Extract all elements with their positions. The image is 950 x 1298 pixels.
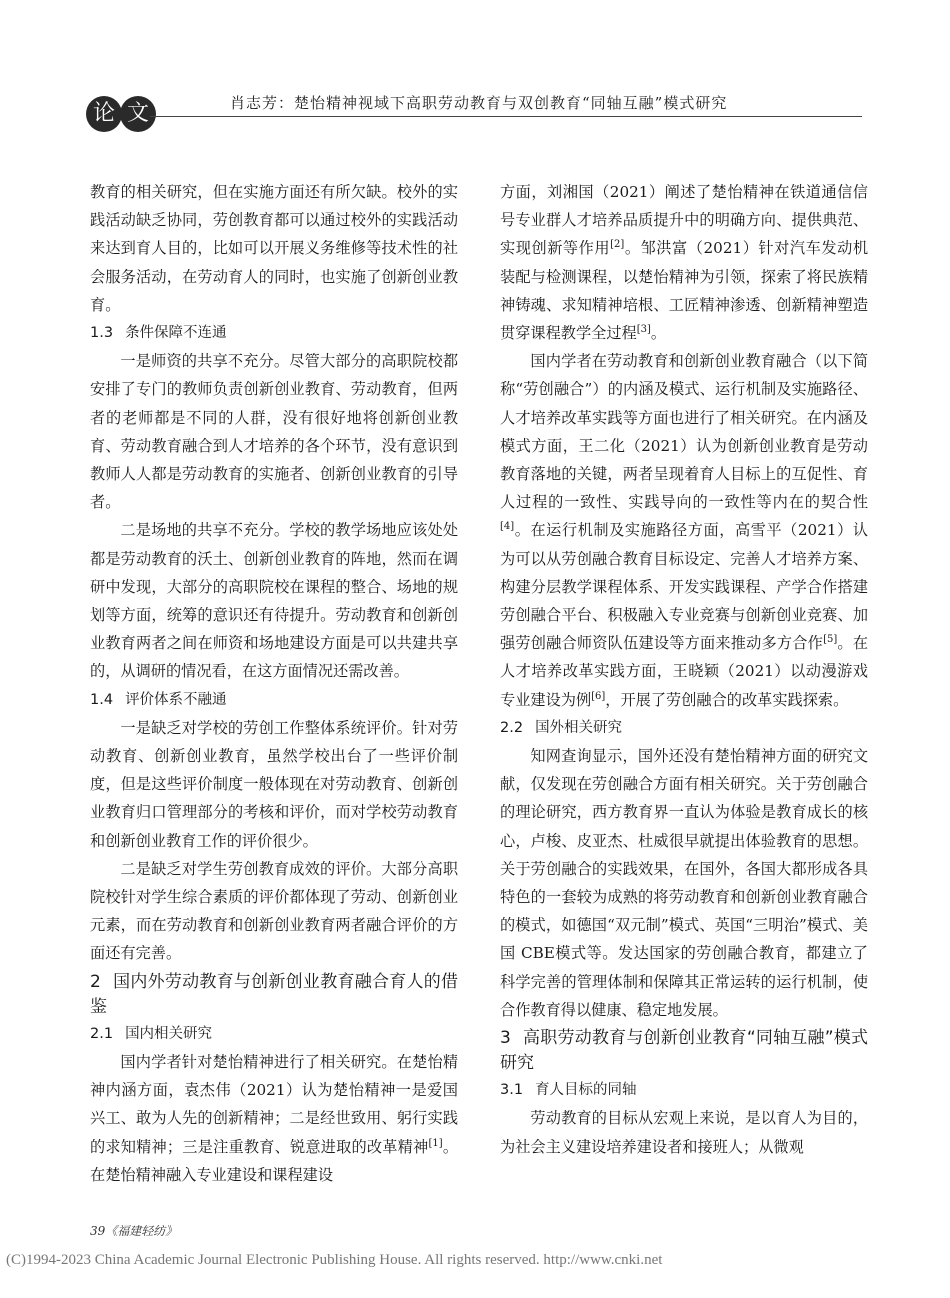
copyright-notice: (C)1994-2023 China Academic Journal Electronic Publishing House. All rights reserved. http://www.cnki.net [6, 1252, 663, 1268]
paragraph: 教育的相关研究，但在实施方面还有所欠缺。校外的实践活动缺乏协同，劳创教育都可以通过校外的实践活动来达到育人目的，比如可以开展义务维修等技术性的社会服务活动，在劳动育人的同时，也实施了创新创业教育。 [90, 183, 458, 314]
paragraph: 二是缺乏对学生劳创教育成效的评价。大部分高职院校针对学生综合素质的评价都体现了劳动、创新创业元素，而在劳动教育和创新创业教育两者融合评价的方面还有完善。 [90, 859, 458, 963]
section-heading-2 [90, 970, 458, 1020]
right-column [500, 178, 868, 1161]
section-heading-3 [500, 1026, 868, 1076]
citation-ref: [2] [610, 239, 625, 251]
paragraph [500, 347, 868, 714]
paragraph-text: 。在运行机制及实施路径方面，高雪平（2021）认为可以从劳创融合教育目标设定、完善人才培养方案、构建分层教学课程体系、开发实践课程、产学合作搭建劳创融合平台、积极融入专业竞赛与创新创业竞赛、加强劳创融合师资队伍建设等方面来推动多方合作 [500, 521, 868, 653]
section-title: 国内相关研究 [125, 1025, 213, 1042]
section-heading-1-4 [90, 686, 458, 714]
section-heading-1-3 [90, 319, 458, 347]
citation-ref: [4] [500, 521, 515, 533]
paragraph [500, 178, 868, 347]
paragraph: 劳动教育的目标从宏观上来说，是以育人为目的，为社会主义建设培养建设者和接班人；从微观 [500, 1109, 868, 1156]
section-title: 国外相关研究 [535, 719, 623, 736]
section-badge-wen: 文 [120, 96, 156, 132]
section-number: 2.2 [500, 719, 524, 736]
section-heading-3-1 [500, 1076, 868, 1104]
section-badge-lun: 论 [86, 96, 122, 132]
section-number: 1.3 [90, 325, 114, 342]
section-heading-2-2 [500, 714, 868, 742]
section-title: 条件保障不连通 [125, 325, 227, 342]
paragraph [90, 1048, 458, 1189]
section-title: 高职劳动教育与创新创业教育“同轴互融”模式研究 [500, 1028, 868, 1074]
section-number: 2 [90, 971, 101, 992]
running-title: 肖志芳：楚怡精神视域下高职劳动教育与双创教育“同轴互融”模式研究 [230, 94, 728, 112]
paragraph: 一是缺乏对学校的劳创工作整体系统评价。针对劳动教育、创新创业教育，虽然学校出台了一些评价制度，但是这些评价制度一般体现在对劳动教育、创新创业教育归口管理部分的考核和评价，而对学校劳动教育和创新创业教育工作的评价很少。 [90, 718, 458, 850]
citation-ref: [3] [636, 323, 651, 335]
paragraph-text: 方面，刘湘国（2021）阐述了楚怡精神在铁道通信信号专业群人才培养品质提升中的明确方向、提供典范、实现创新等作用 [500, 183, 868, 258]
citation-ref: [6] [591, 690, 606, 702]
paragraph-text: 。在人才培养改革实践方面，王晓颖（2021）以动漫游戏专业建设为例 [500, 634, 869, 709]
section-title: 国内外劳动教育与创新创业教育融合育人的借鉴 [90, 971, 458, 1017]
section-heading-2-1 [90, 1020, 458, 1048]
header-rule [150, 116, 862, 117]
section-number: 3.1 [500, 1082, 524, 1099]
paragraph-text: 。 [650, 324, 667, 343]
paragraph-text: 国内学者在劳动教育和创新创业教育融合（以下简称“劳创融合”）的内涵及模式、运行机制及实施路径、人才培养改革实践等方面也进行了相关研究。在内涵及模式方面，王二化（2021）认为创新创业教育是劳动教育落地的关键，两者呈现着育人目标上的互促性、育人过程的一致性、实践导向的一致性等内在的契合性 [500, 352, 868, 512]
page-number: 39《福建轻纺》 [90, 1224, 178, 1238]
section-number: 3 [500, 1028, 511, 1049]
left-column [90, 178, 458, 1189]
section-number: 2.1 [90, 1025, 114, 1042]
paragraph: 二是场地的共享不充分。学校的教学场地应该处处都是劳动教育的沃土、创新创业教育的阵地，然而在调研中发现，大部分的高职院校在课程的整合、场地的规划等方面，统筹的意识还有待提升。劳动教育和创新创业教育两者之间在师资和场地建设方面是可以共建共享的，从调研的情况看，在这方面情况还需改善。 [90, 521, 458, 681]
paragraph-text: 国内学者针对楚怡精神进行了相关研究。在楚怡精神内涵方面，袁杰伟（2021）认为楚怡精神一是爱国兴工、敢为人先的创新精神；二是经世致用、躬行实践的求知精神；三是注重教育、锐意进取的改革精神 [90, 1052, 458, 1156]
paragraph-text: 。在楚怡精神融入专业建设和课程建设 [90, 1137, 459, 1184]
page-header [0, 0, 950, 140]
section-title: 育人目标的同轴 [535, 1082, 637, 1099]
citation-ref: [5] [823, 634, 838, 646]
paragraph-text: ，开展了劳创融合的改革实践探索。 [605, 690, 849, 709]
paragraph-text: 。邹洪富（2021）针对汽车发动机装配与检测课程，以楚怡精神为引领，探索了将民族精神铸魂、求知精神培根、工匠精神渗透、创新精神塑造贯穿课程教学全过程 [500, 239, 869, 343]
section-number: 1.4 [90, 691, 114, 708]
citation-ref: [1] [428, 1137, 443, 1149]
section-title: 评价体系不融通 [125, 691, 227, 708]
paragraph: 一是师资的共享不充分。尽管大部分的高职院校都安排了专门的教师负责创新创业教育、劳动教育，但两者的老师都是不同的人群，没有很好地将创新创业教育、劳动教育融合到人才培养的各个环节，没有意识到教师人人都是劳动教育的实施者、创新创业教育的引导者。 [90, 352, 458, 512]
paragraph: 知网查询显示，国外还没有楚怡精神方面的研究文献，仅发现在劳创融合方面有相关研究。关于劳创融合的理论研究，西方教育界一直认为体验是教育成长的核心，卢梭、皮亚杰、杜威很早就提出体验教育的思想。关于劳创融合的实践效果，在国外，各国大都形成各具特色的一套较为成熟的将劳动教育和创新创业教育融合的模式，如德国“双元制”模式、英国“三明治”模式、美国 CBE模式等。发达国家的劳创融合教育，都建立了科学完善的管理体制和保障其正常运转的运行机制，使合作教育得以健康、稳定地发展。 [500, 747, 868, 1019]
